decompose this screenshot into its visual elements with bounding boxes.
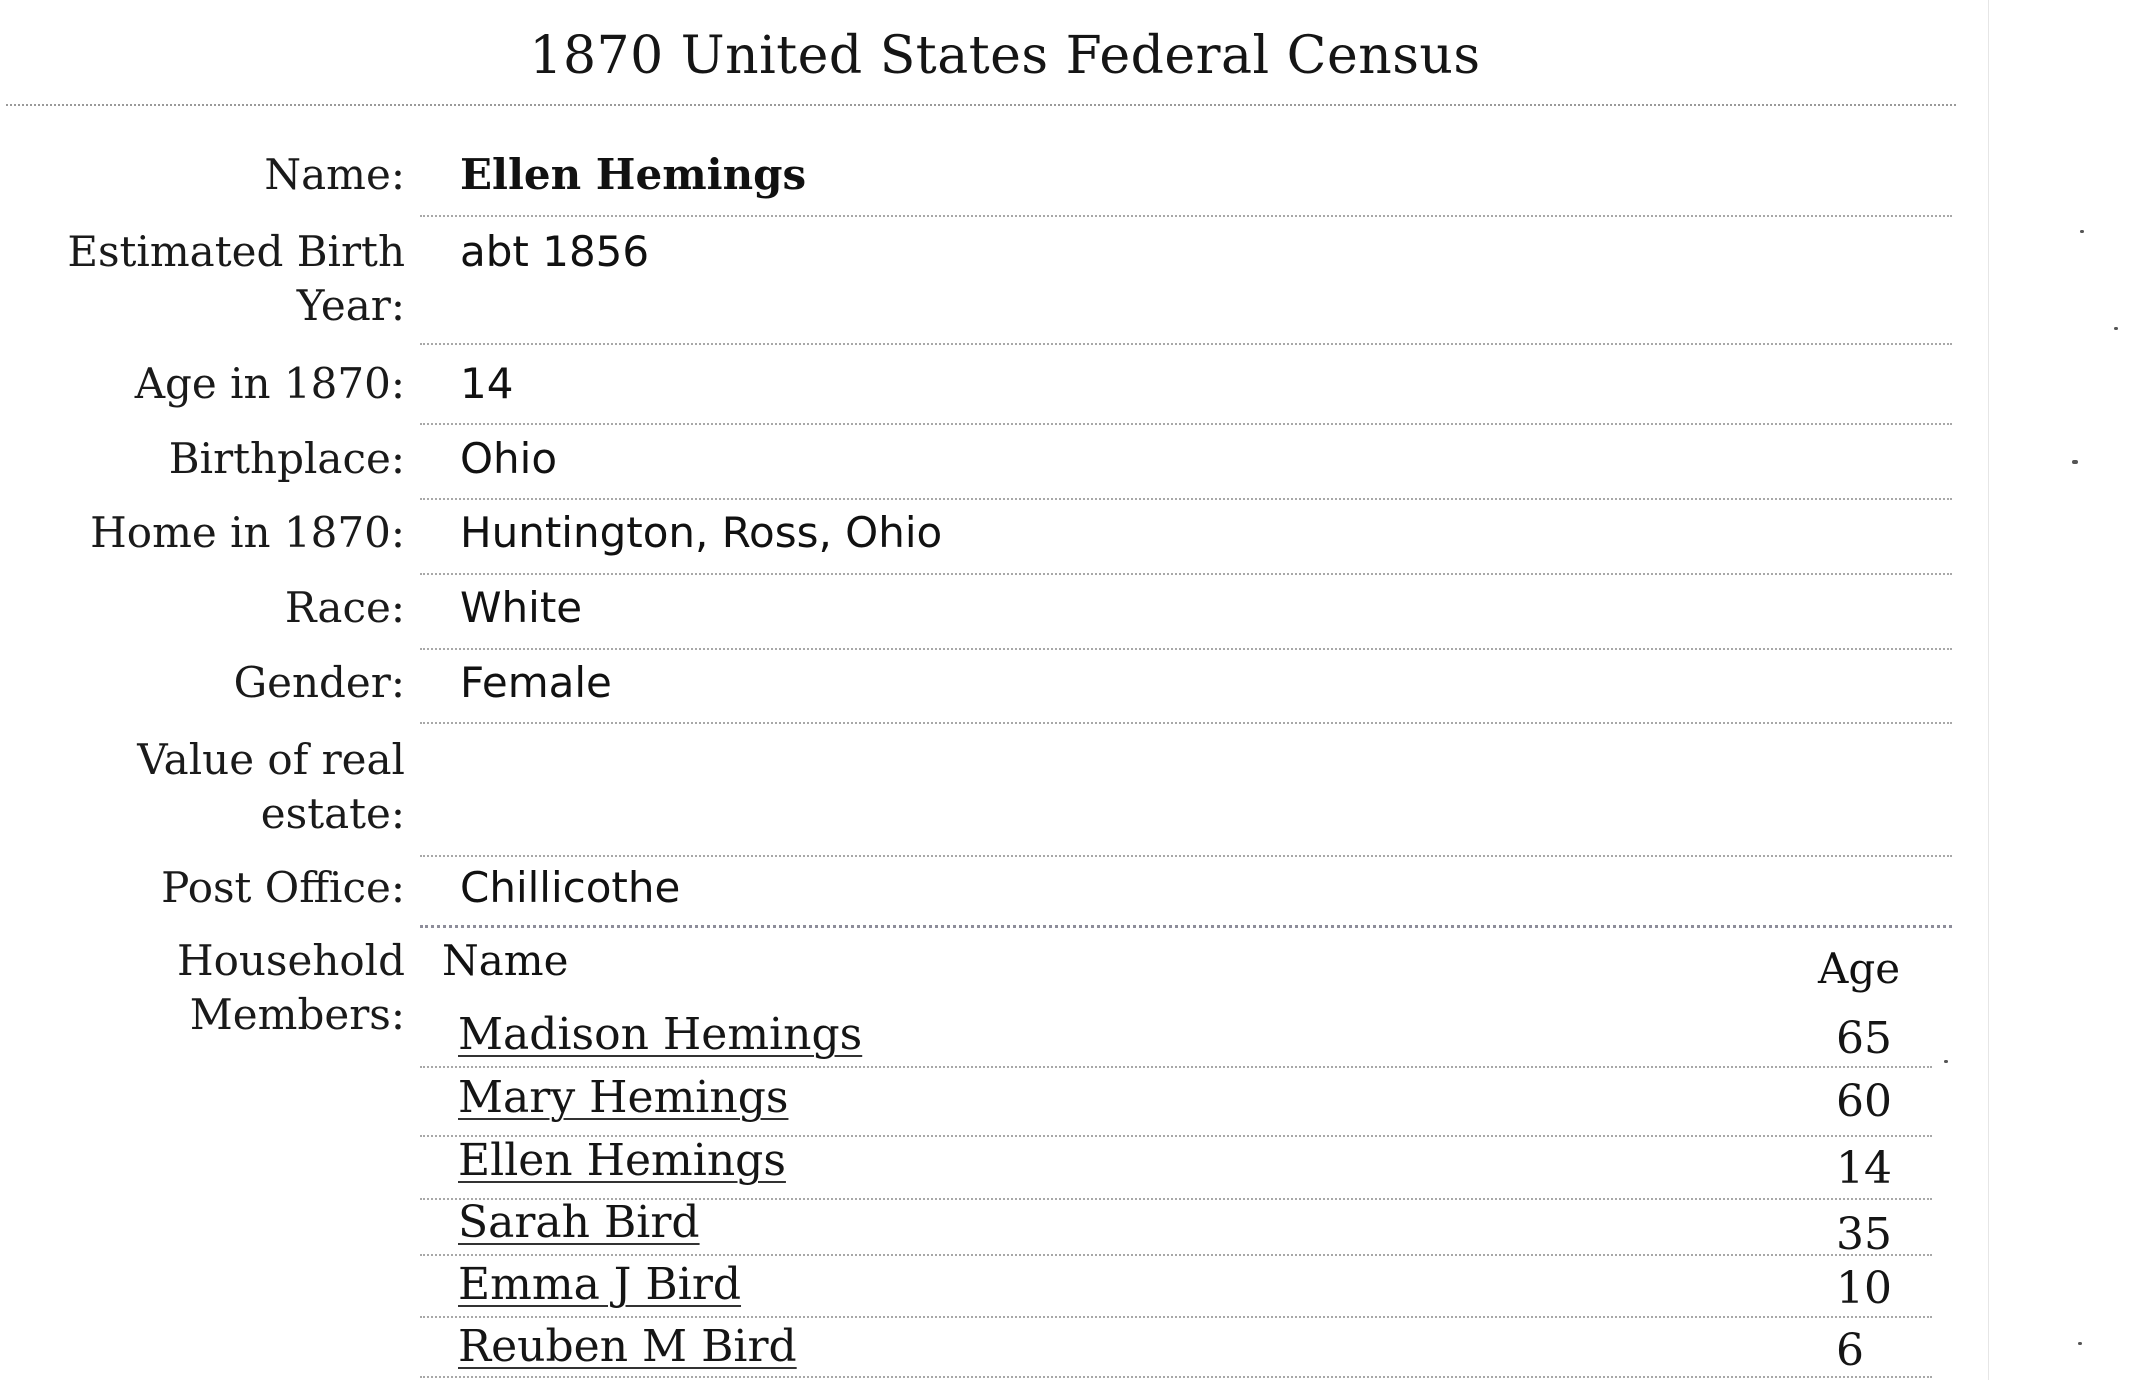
field-label-real-estate-line1: Value of real (137, 735, 405, 784)
field-value-birthplace: Ohio (460, 434, 558, 483)
field-label-post-office: Post Office: (161, 863, 405, 912)
field-label-real-estate (5, 733, 405, 841)
field-value-age: 14 (460, 359, 514, 408)
field-divider (420, 648, 1952, 650)
field-value-race: White (460, 583, 583, 632)
household-member-age: 35 (1836, 1209, 1892, 1260)
field-label-birth-year (5, 225, 405, 333)
household-member-age: 10 (1836, 1263, 1892, 1314)
page-edge-line (1988, 0, 1989, 1380)
household-member-name-link[interactable]: Ellen Hemings (458, 1135, 786, 1186)
field-value-post-office: Chillicothe (460, 863, 681, 912)
field-label-birthplace: Birthplace: (168, 434, 405, 483)
household-member-name-link[interactable]: Mary Hemings (458, 1072, 789, 1123)
household-member-name-link[interactable]: Reuben M Bird (458, 1321, 797, 1372)
household-row-divider (420, 1066, 1932, 1068)
field-label-birth-year-line1: Estimated Birth (67, 227, 405, 276)
field-label-race: Race: (284, 583, 405, 632)
household-row-divider (420, 1376, 1932, 1378)
household-member-age: 14 (1836, 1143, 1892, 1194)
field-divider (420, 855, 1952, 857)
scan-speck (2080, 230, 2084, 233)
record-title: 1870 United States Federal Census (529, 26, 1481, 86)
household-label-line1: Household (176, 936, 405, 985)
household-age-header: Age (1818, 944, 1901, 993)
field-label-age: Age in 1870: (134, 359, 405, 408)
household-member-name-link[interactable]: Sarah Bird (458, 1197, 700, 1248)
household-label-line2: Members: (189, 990, 405, 1039)
field-value-home: Huntington, Ross, Ohio (460, 508, 943, 557)
field-divider (420, 498, 1952, 500)
household-name-header: Name (442, 936, 569, 985)
scan-speck (1944, 1060, 1948, 1063)
scan-speck (2072, 460, 2078, 464)
field-divider (420, 215, 1952, 217)
title-divider (6, 104, 1956, 106)
household-member-age: 65 (1836, 1013, 1892, 1064)
field-value-birth-year: abt 1856 (460, 227, 650, 276)
field-divider (420, 423, 1952, 425)
household-member-age: 6 (1836, 1325, 1864, 1376)
field-divider (420, 722, 1952, 724)
field-divider (420, 925, 1952, 928)
household-member-name-link[interactable]: Madison Hemings (458, 1009, 863, 1060)
household-label (5, 934, 405, 1042)
field-value-gender: Female (460, 658, 612, 707)
scan-speck (2078, 1342, 2082, 1345)
household-member-name-link[interactable]: Emma J Bird (458, 1259, 742, 1310)
field-divider (420, 573, 1952, 575)
field-label-birth-year-line2: Year: (296, 281, 405, 330)
household-member-age: 60 (1836, 1076, 1892, 1127)
field-label-gender: Gender: (233, 658, 405, 707)
field-label-home: Home in 1870: (90, 508, 405, 557)
scan-speck (2114, 327, 2118, 330)
field-value-name: Ellen Hemings (460, 150, 807, 199)
household-row-divider (420, 1254, 1932, 1256)
field-label-name: Name: (264, 150, 405, 199)
field-divider (420, 343, 1952, 345)
household-row-divider (420, 1316, 1932, 1318)
field-label-real-estate-line2: estate: (260, 789, 405, 838)
